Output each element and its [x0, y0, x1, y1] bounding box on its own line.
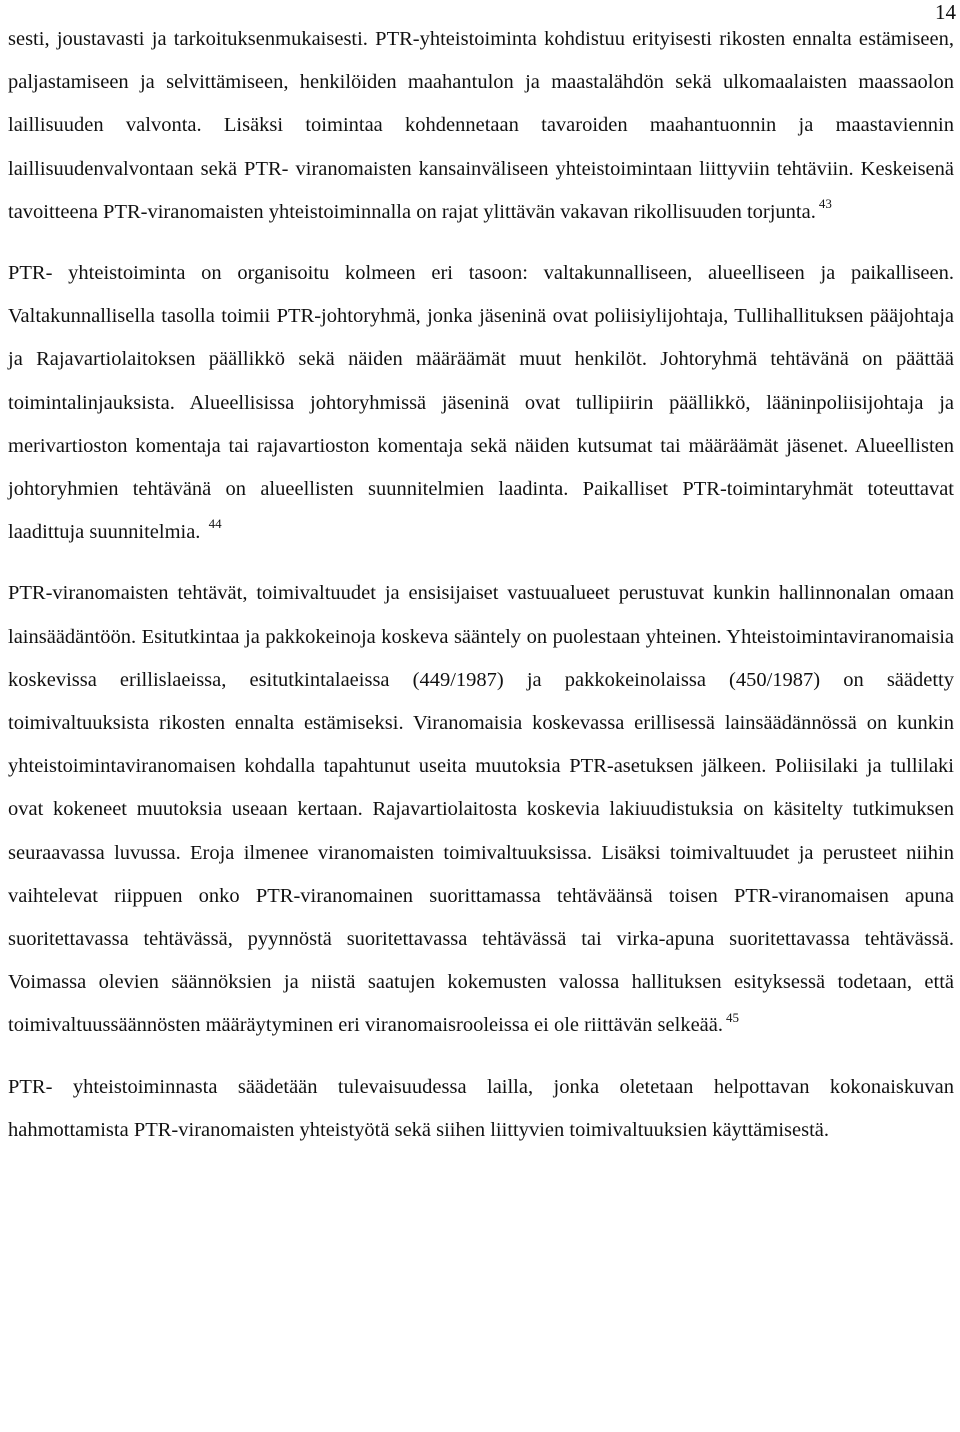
paragraph-text: PTR- yhteistoiminta on organisoitu kolmeen eri tasoon: valtakunnalliseen, alueelliseen ja paikalliseen. Valtakunnallisella tasolla toimii PTR-johtoryhmä, jonka jäseninä ovat poliisiylijohtaja, Tullihallituksen pääjohtaja ja Rajavartiolaitoksen päällikkö sekä näiden määräämät muut henkilöt. Johtoryhmä tehtävänä on päättää toimintalinjauksista. Alueellisissa johtoryhmissä jäseninä ovat tullipiirin päällikkö, lääninpoliisijohtaja ja merivartioston komentaja tai rajavartioston komentaja sekä näiden kutsumat tai määräämät jäsenet. Alueellisten johtoryhmien tehtävänä on alueellisten suunnitelmien laadinta. Paikalliset PTR-toimintaryhmät toteuttavat laadittuja suunnitelmia.: [8, 262, 954, 544]
paragraph-ptr-future-law: [8, 1066, 954, 1152]
paragraph-text: sesti, joustavasti ja tarkoituksenmukaisesti. PTR-yhteistoiminta kohdistuu erityisesti rikosten ennalta estämiseen, paljastamiseen ja selvittämiseen, henkilöiden maahantulon ja maastalähdön sekä ulkomaalaisten maassaolon laillisuuden valvonta. Lisäksi toimintaa kohdennetaan tavaroiden maahantuonnin ja maastaviennin laillisuudenvalvontaan sekä PTR- viranomaisten kansainväliseen yhteistoimintaan liittyviin tehtäviin. Keskeisenä tavoitteena PTR-viranomaisten yhteistoiminnalla on rajat ylittävän vakavan rikollisuuden torjunta.: [8, 28, 954, 223]
paragraph-ptr-cooperation-goals: [8, 18, 954, 234]
footnote-marker: 43: [818, 195, 832, 211]
paragraph-ptr-organisation: [8, 252, 954, 554]
footnote-marker: 45: [726, 1009, 739, 1025]
paragraph-text: PTR-viranomaisten tehtävät, toimivaltuudet ja ensisijaiset vastuualueet perustuvat kunkin hallinnonalan omaan lainsäädäntöön. Esitutkintaa ja pakkokeinoja koskeva sääntely on puolestaan yhteinen. Yhteistoimintaviranomaisia koskevissa erillislaeissa, esitutkintalaeissa (449/1987) ja pakkokeinolaissa (450/1987) on säädetty toimivaltuuksista rikosten ennalta estämiseksi. Viranomaisia koskevassa erillisessä lainsäädännössä on kunkin yhteistoimintaviranomaisen kohdalla tapahtunut useita muutoksia PTR-asetuksen jälkeen. Poliisilaki ja tullilaki ovat kokeneet muutoksia useaan kertaan. Rajavartiolaitosta koskevia lakiuudistuksia on käsitelty tutkimuksen seuraavassa luvussa. Eroja ilmenee viranomaisten toimivaltuuksissa. Lisäksi toimivaltuudet ja perusteet niihin vaihtelevat riippuen onko PTR-viranomainen suorittamassa tehtäväänsä toisen PTR-viranomaisen apuna suoritettavassa tehtävässä, pyynnöstä suoritettavassa tehtävässä tai virka-apuna suoritettavassa tehtävässä. Voimassa olevien säännöksien ja niistä saatujen kokemusten valossa hallituksen esityksessä todetaan, että toimivaltuussäännösten määräytyminen eri viranomaisrooleissa ei ole riittävän selkeää.: [8, 582, 954, 1037]
document-body: [8, 18, 954, 1152]
paragraph-ptr-legislation: [8, 572, 954, 1047]
page-number: 14: [935, 0, 956, 24]
footnote-marker: 44: [208, 516, 222, 532]
paragraph-text: PTR- yhteistoiminnasta säädetään tulevaisuudessa lailla, jonka oletetaan helpottavan kokonaiskuvan hahmottamista PTR-viranomaisten yhteistyötä sekä siihen liittyvien toimivaltuuksien käyttämisestä.: [8, 1075, 954, 1141]
